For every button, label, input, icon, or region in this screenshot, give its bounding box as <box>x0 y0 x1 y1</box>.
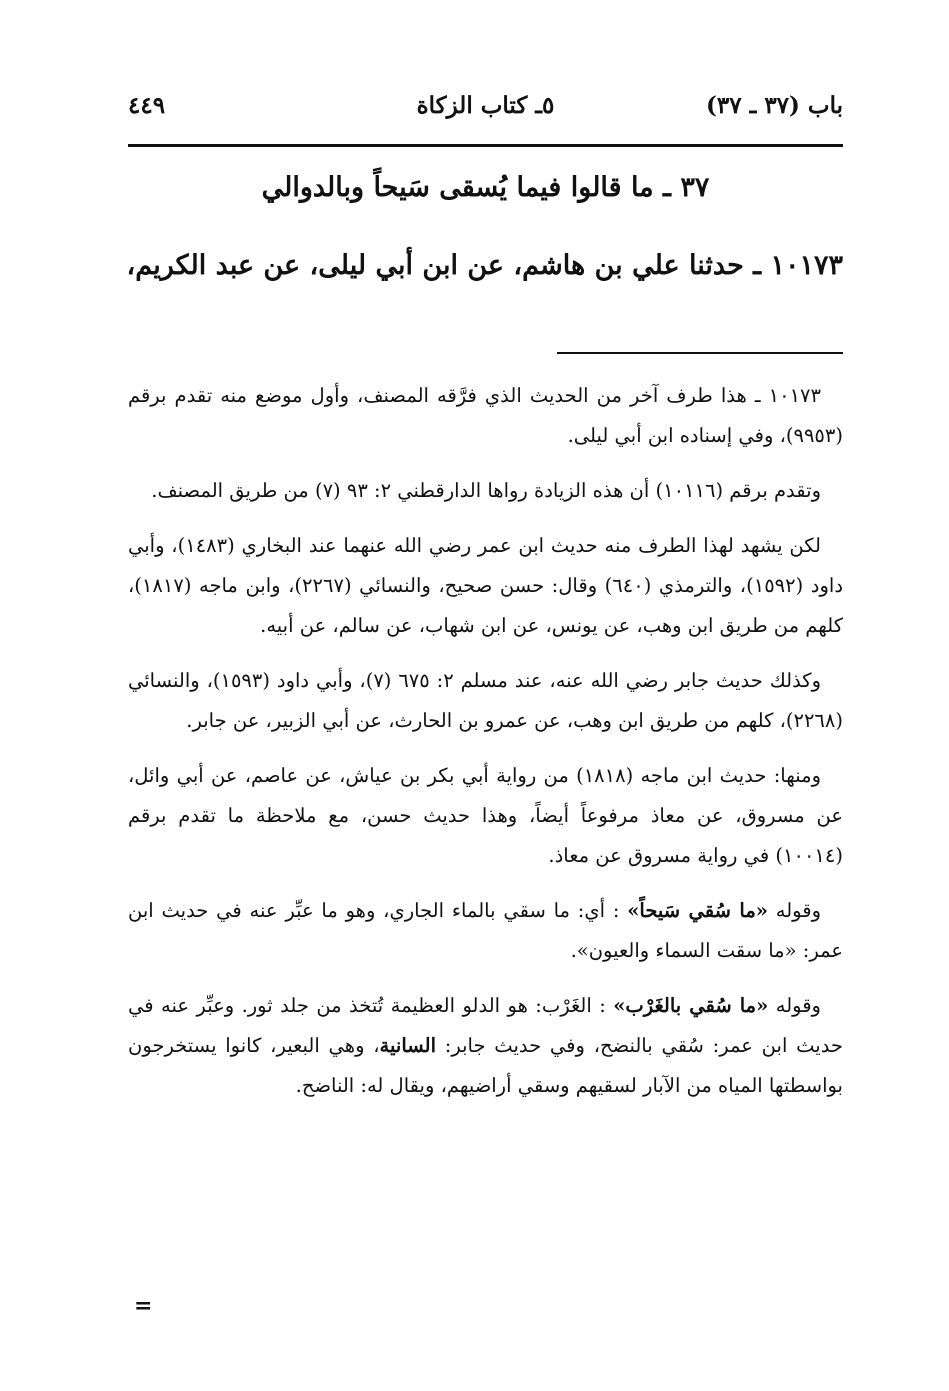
note-gloss-end: ، وهي البعير، كانوا يستخرجون بواسطتها المياه من الآبار لسقيهم وسقي أراضيهم، ويقال له: الناضح. <box>128 1034 843 1097</box>
page-number: ٤٤٩ <box>128 92 166 119</box>
note-paragraph-4: وكذلك حديث جابر رضي الله عنه، عند مسلم ٢: ٦٧٥ (٧)، وأبي داود (١٥٩٣)، والنسائي (٢٢٦٨)، كلهم من طريق ابن وهب، عن عمرو بن الحارث، عن أبي الزبير، عن جابر. <box>128 669 843 732</box>
note-paragraph-1: ١٠١٧٣ ـ هذا طرف آخر من الحديث الذي فرَّقه المصنف، وأول موضع منه تقدم برقم (٩٩٥٣)، وفي إسناده ابن أبي ليلى. <box>128 384 843 447</box>
note-gloss: : الغَرْب: هو الدلو العظيمة تُتخذ من جلد ثور. وعبِّر عنه في حديث ابن عمر: سُقي بالنضح، وفي حديث جابر: <box>128 994 843 1057</box>
chapter-reference: باب (٣٧ ـ ٣٧) <box>705 92 843 119</box>
note-paragraph-3: لكن يشهد لهذا الطرف منه حديث ابن عمر رضي الله عنهما عند البخاري (١٤٨٣)، وأبي داود (١٥٩٢)، والترمذي (٦٤٠) وقال: حسن صحيح، والنسائي (٢٢٦٧)، وابن ماجه (١٨١٧)، كلهم من طريق ابن وهب، عن يونس، عن ابن شهاب، عن سالم، عن أبيه. <box>128 534 843 637</box>
footnote-divider <box>557 352 843 354</box>
continuation-mark: = <box>134 1293 153 1319</box>
header-divider <box>128 144 843 147</box>
glossed-term-secondary: السانية <box>379 1034 437 1057</box>
note-gloss: : أي: ما سقي بالماء الجاري، وهو ما عبِّر عنه في حديث ابن عمر: «ما سقت السماء والعيون». <box>128 899 843 962</box>
footnotes <box>128 376 843 1106</box>
running-header <box>128 92 843 136</box>
note-lead: وقوله <box>768 994 821 1017</box>
note-paragraph-7 <box>128 986 843 1106</box>
note-lead: وقوله <box>767 899 821 922</box>
hadith-text: ١٠١٧٣ ـ حدثنا علي بن هاشم، عن ابن أبي ليلى، عن عبد الكريم، <box>126 250 843 281</box>
book-title: ٥ـ كتاب الزكاة <box>416 92 555 119</box>
note-paragraph-2: وتقدم برقم (١٠١١٦) أن هذه الزيادة رواها الدارقطني ٢: ٩٣ (٧) من طريق المصنف. <box>151 479 821 502</box>
note-paragraph-5: ومنها: حديث ابن ماجه (١٨١٨) من رواية أبي بكر بن عياش، عن عاصم، عن أبي وائل، عن مسروق، عن معاذ مرفوعاً أيضاً، وهذا حديث حسن، مع ملاحظة ما تقدم برقم (١٠٠١٤) في رواية مسروق عن معاذ. <box>128 764 843 867</box>
chapter-title: ٣٧ ـ ما قالوا فيما يُسقى سَيحاً وبالدوالي <box>261 172 710 203</box>
glossed-term: «ما سُقي بالغَرْب» <box>613 994 769 1017</box>
note-paragraph-6 <box>128 891 843 971</box>
glossed-term: «ما سُقي سَيحاً» <box>627 899 768 922</box>
